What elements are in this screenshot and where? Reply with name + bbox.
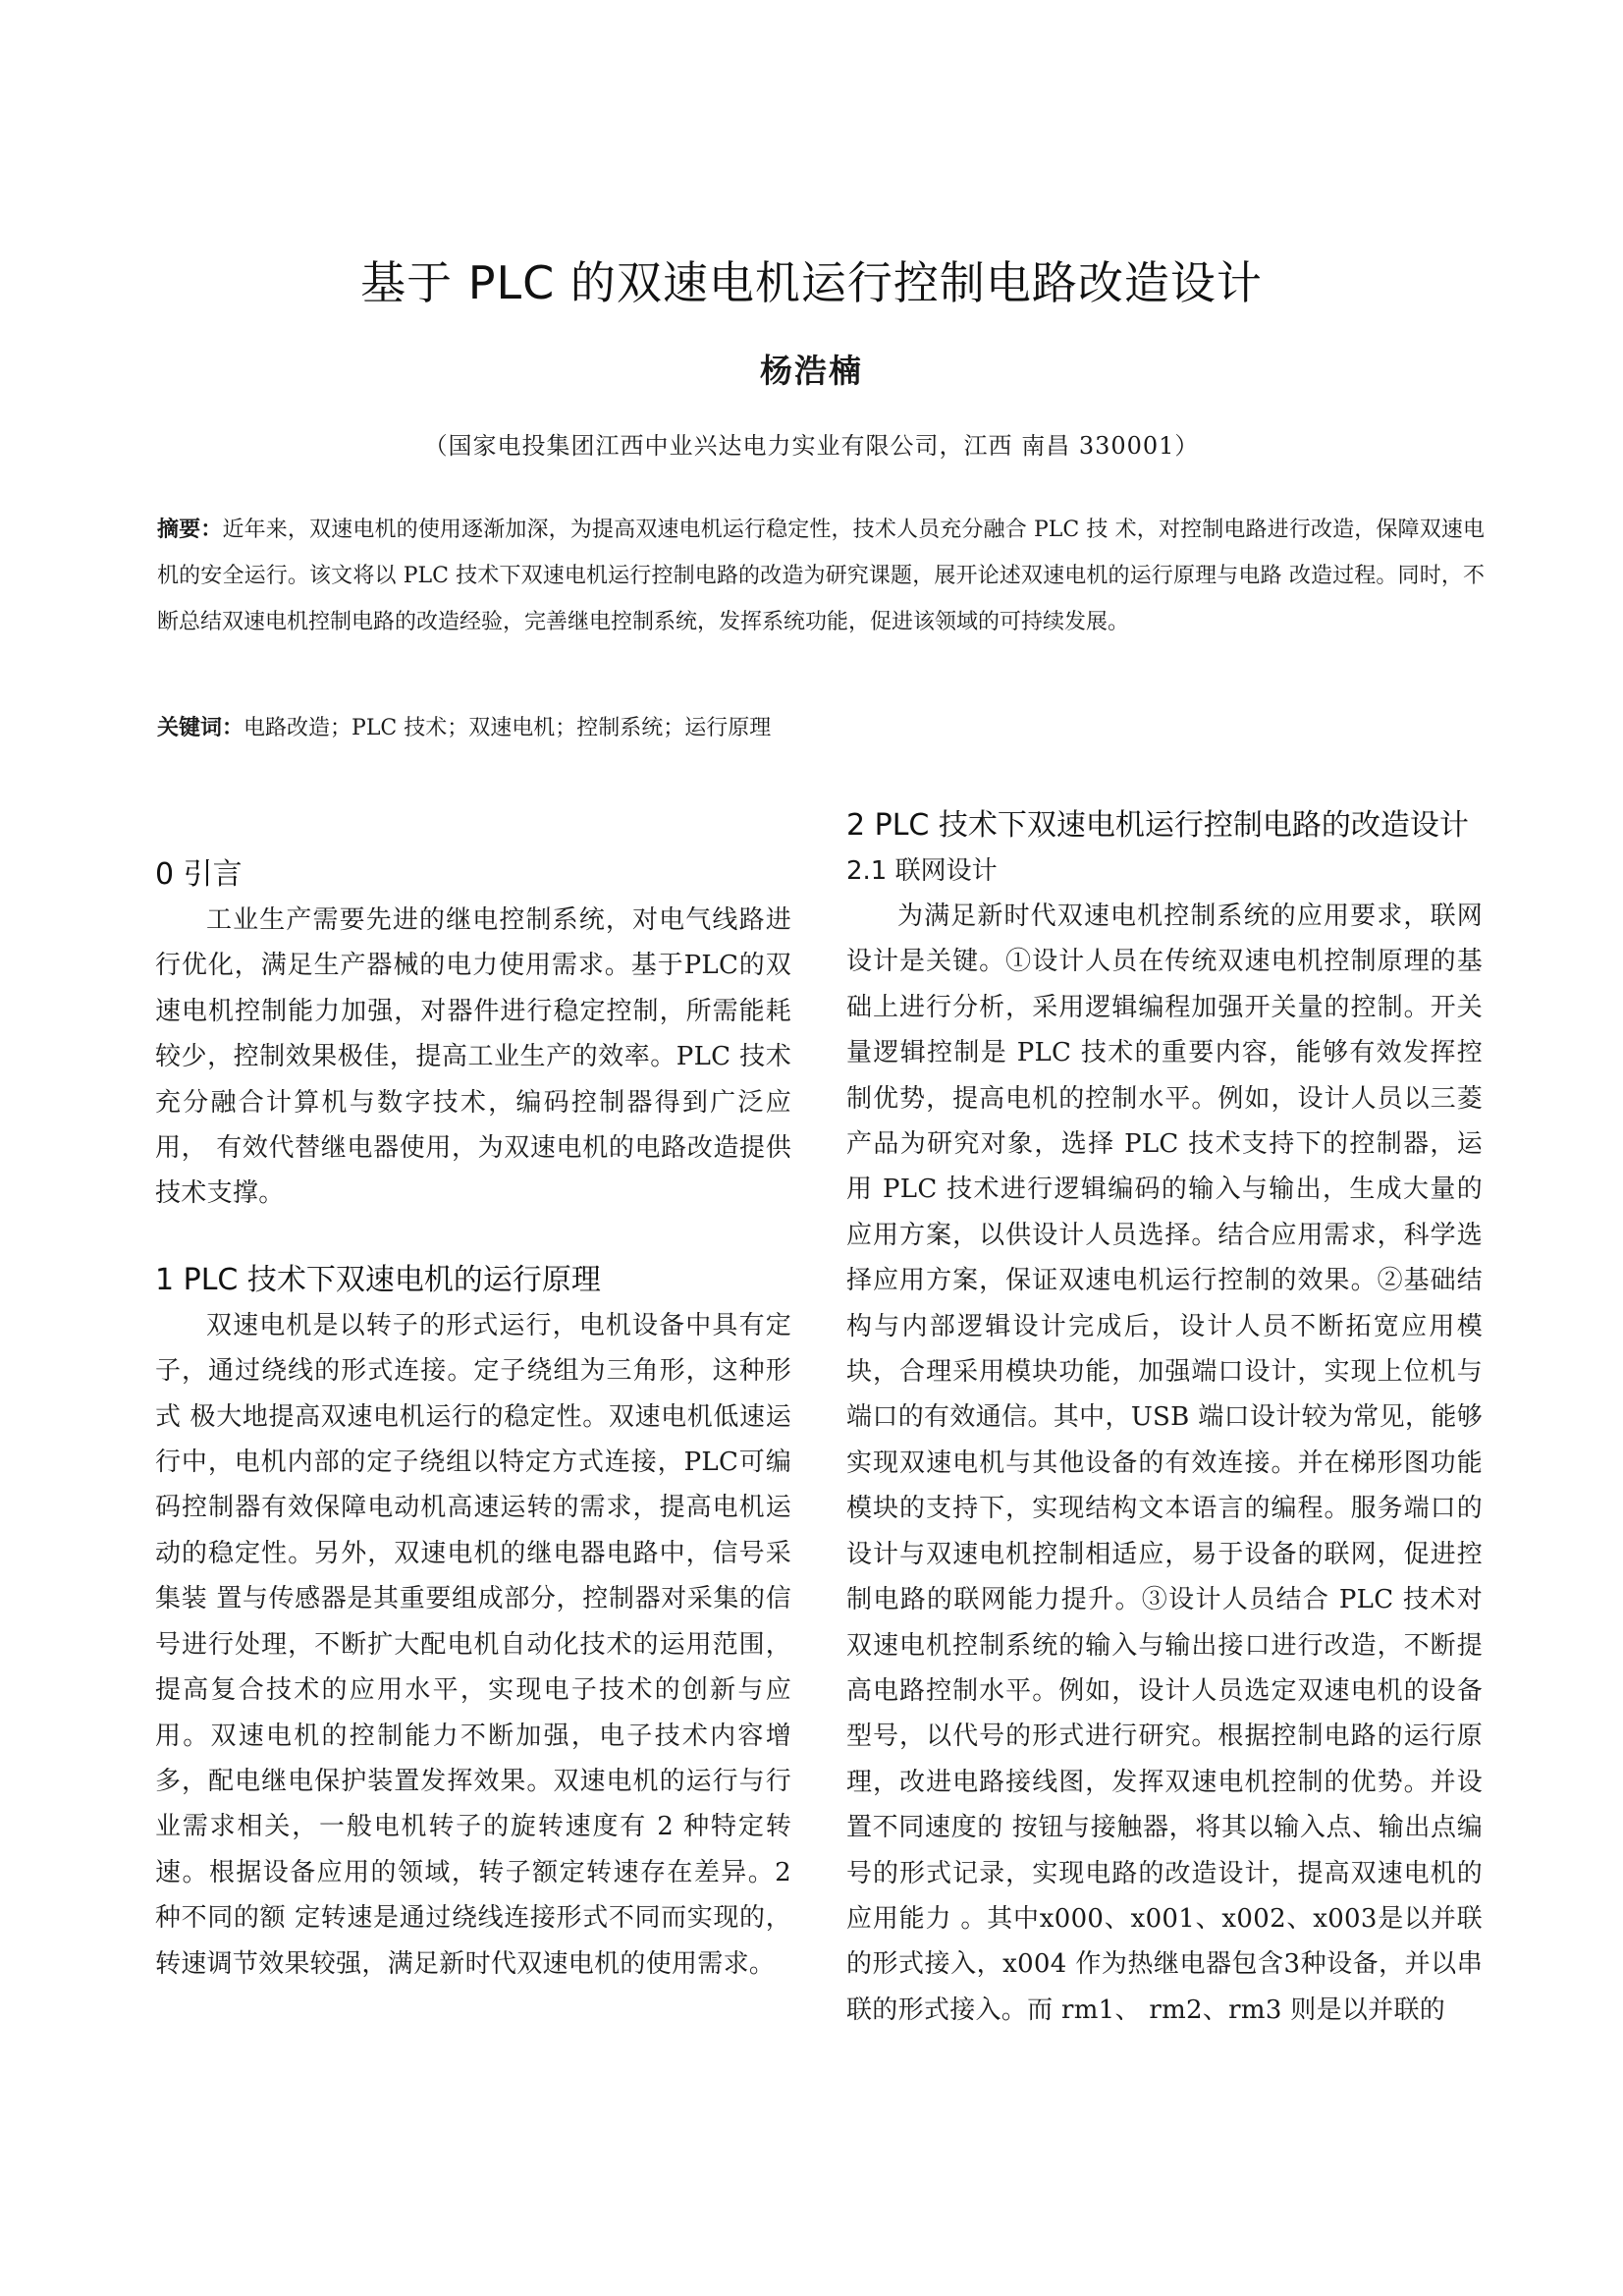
author-affiliation: （国家电投集团江西中业兴达电力实业有限公司，江西 南昌 330001） [423,432,1200,460]
network-design-paragraph: 为满足新时代双速电机控制系统的应用要求，联网设计是关键。①设计人员在传统双速电机控制原理的基础上进行分析，采用逻辑编程加强开关量的控制。开关量逻辑控制是 PLC 技术的重要内容，能够有效发挥控制优势，提高电机的控制水平。例如，设计人员以三菱产品为研究对象，选择 PLC 技术支持下的控制器，运用 PLC 技术进行逻辑编码的输入与输出，生成大量的应用方案，以供设计人员选择。结合应用需求，科学选择应用方案，保证双速电机运行控制的效果。②基础结构与内部逻辑设计完成后，设计人员不断拓宽应用模块，合理采用模块功能，加强端口设计，实现上位机与端口的有效通信。其中，USB 端口设计较为常见，能够实现双速电机与其他设备的有效连接。并在梯形图功能模块的支持下，实现结构文本语言的编程。服务端口的设计与双速电机控制相适应，易于设备的联网，促进控制电路的联网能力提升。③设计人员结合 PLC 技术对双速电机控制系统的输入与输出接口进行改造，不断提高电路控制水平。例如，设计人员选定双速电机的设备型号，以代号的形式进行研究。根据控制电路的运行原理，改进电路接线图，发挥双速电机控制的优势。并设置不同速度的 按钮与接触器，将其以输入点、输出点编号的形式记录，实现电路的改造设计，提高双速电机的应用能力 。其中x000、x001、x002、x003是以并联的形式接入，x004 作为热继电器包含3种设备，并以串联的形式接入。而 rm1、 rm2、rm3 则是以并联的 [846,902,1483,2025]
abstract-block [157,507,1485,645]
abstract-label: 摘要： [157,518,223,542]
keywords-block [157,705,1485,751]
author-name: 杨浩楠 [760,352,863,390]
subsection-heading-network-design: 2.1 联网设计 [846,856,998,886]
keywords-text: 电路改造；PLC 技术；双速电机；控制系统；运行原理 [243,716,772,740]
introduction-paragraph: 工业生产需要先进的继电控制系统，对电气线路进行优化，满足生产器械的电力使用需求。基于PLC的双速电机控制能力加强，对器件进行稳定控制，所需能耗较少，控制效果极佳，提高工业生产的效率。PLC 技术充分融合计算机与数字技术，编码控制器得到广泛应用， 有效代替继电器使用，为双速电机的电路改造提供技术支撑。 [155,905,791,1209]
abstract-text: 近年来，双速电机的使用逐渐加深，为提高双速电机运行稳定性，技术人员充分融合 PLC 技 术，对控制电路进行改造，保障双速电机的安全运行。该文将以 PLC 技术下双速电机运行控制电路的改造为研究课题，展开论述双速电机的运行原理与电路 改造过程。同时，不断总结双速电机控制电路的改造经验，完善继电控制系统，发挥系统功能，促进该领域的可持续发展。 [157,518,1485,634]
section-heading-introduction: 0 引言 [155,857,243,892]
section-heading-retrofit-design: 2 PLC 技术下双速电机运行控制电路的改造设计 [846,808,1469,843]
paper-title: 基于 PLC 的双速电机运行控制电路改造设计 [360,256,1263,309]
principle-paragraph: 双速电机是以转子的形式运行，电机设备中具有定子，通过绕线的形式连接。定子绕组为三角形，这种形式 极大地提高双速电机运行的稳定性。双速电机低速运行中，电机内部的定子绕组以特定方式连接，PLC可编码控制器有效保障电动机高速运转的需求，提高电机运动的稳定性。另外，双速电机的继电器电路中，信号采集装 置与传感器是其重要组成部分，控制器对采集的信号进行处理，不断扩大配电机自动化技术的运用范围，提高复合技术的应用水平，实现电子技术的创新与应用。双速电机的控制能力不断加强，电子技术内容增多，配电继电保护装置发挥效果。双速电机的运行与行业需求相关，一般电机转子的旋转速度有 2 种特定转速。根据设备应用的领域，转子额定转速存在差异。2 种不同的额 定转速是通过绕线连接形式不同而实现的，转速调节效果较强，满足新时代双速电机的使用需求。 [155,1310,791,1979]
section-spacer [155,1217,791,1258]
section-heading-principle: 1 PLC 技术下双速电机的运行原理 [155,1262,601,1297]
keywords-label: 关键词： [157,716,244,740]
left-column [155,852,791,1987]
right-column [846,803,1483,2033]
